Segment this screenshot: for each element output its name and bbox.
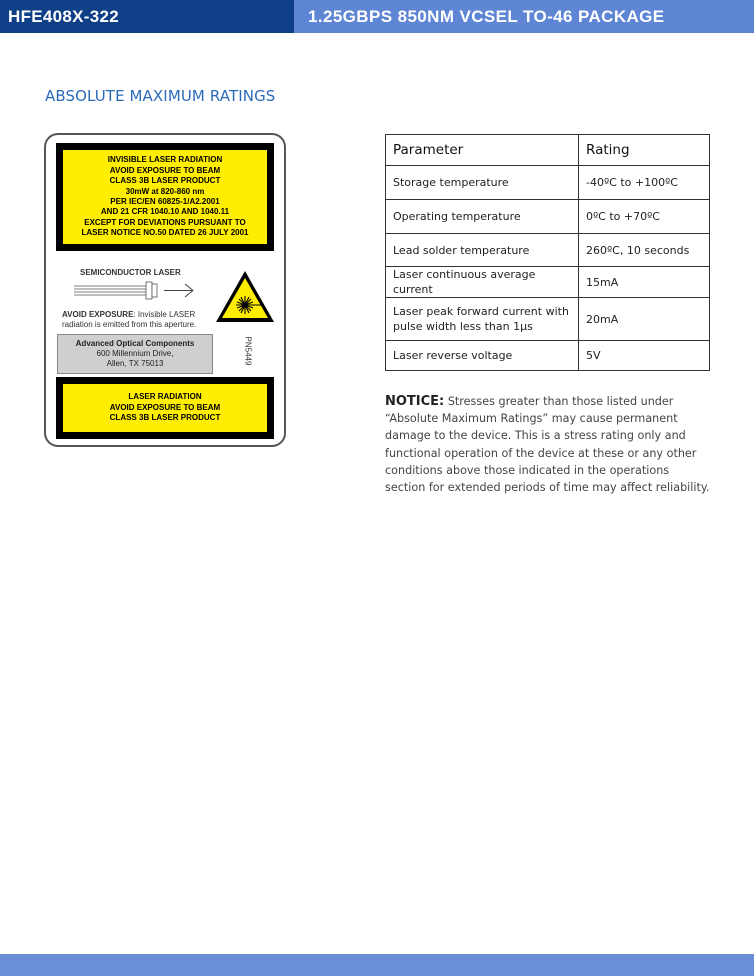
bottom-warning-box	[56, 377, 274, 439]
address-city: Allen, TX 75013	[106, 359, 164, 368]
table-row	[386, 341, 710, 371]
warning-line: PER IEC/EN 60825-1/A2.2001	[110, 197, 220, 206]
rating-cell: 5V	[579, 341, 710, 371]
notice-paragraph	[385, 393, 710, 496]
table-row	[386, 298, 710, 341]
laser-warning-label	[44, 133, 286, 447]
warning-line: EXCEPT FOR DEVIATIONS PURSUANT TO	[84, 217, 246, 227]
parameter-cell: Laser peak forward current with pulse width less than 1µs	[386, 298, 579, 341]
warning-line: INVISIBLE LASER RADIATION	[107, 155, 223, 165]
warning-line: LASER NOTICE NO.50 DATED 26 JULY 2001	[81, 228, 249, 238]
laser-diode-drawing	[74, 278, 199, 304]
table-row	[386, 200, 710, 234]
warning-line: AND 21 CFR 1040.10 AND 1040.11	[100, 207, 230, 217]
rating-cell: 0ºC to +70ºC	[579, 200, 710, 234]
table-row	[386, 166, 710, 200]
column-header-parameter: Parameter	[386, 135, 579, 166]
table-header-row	[386, 135, 710, 166]
part-code-text: PN5449	[243, 336, 253, 366]
column-header-rating: Rating	[579, 135, 710, 166]
manufacturer-address	[57, 334, 213, 374]
company-name: Advanced Optical Components	[75, 339, 195, 348]
avoid-exposure-note	[62, 310, 212, 330]
part-code	[242, 331, 254, 371]
warning-line: AVOID EXPOSURE TO BEAM	[109, 165, 221, 175]
semiconductor-laser-label: SEMICONDUCTOR LASER	[80, 268, 181, 277]
parameter-cell: Laser continuous average current	[386, 267, 579, 298]
table-row	[386, 234, 710, 267]
rating-cell: 20mA	[579, 298, 710, 341]
warning-line: CLASS 3B LASER PRODUCT	[109, 413, 221, 423]
parameter-cell: Lead solder temperature	[386, 234, 579, 267]
table-row	[386, 267, 710, 298]
address-street: 600 Millennium Drive,	[96, 349, 174, 358]
bottom-warning-inner	[62, 383, 268, 433]
top-warning-inner	[62, 149, 268, 245]
part-number: HFE408X-322	[0, 0, 294, 33]
parameter-cell: Laser reverse voltage	[386, 341, 579, 371]
laser-hazard-icon	[214, 269, 276, 325]
notice-lead: NOTICE:	[385, 394, 445, 409]
section-title: ABSOLUTE MAXIMUM RATINGS	[45, 87, 276, 105]
product-title: 1.25GBPS 850NM VCSEL TO-46 PACKAGE	[294, 0, 754, 33]
page-header	[0, 0, 754, 33]
parameter-cell: Storage temperature	[386, 166, 579, 200]
warning-line: CLASS 3B LASER PRODUCT	[109, 176, 221, 186]
warning-line: 30mW at 820-860 nm	[125, 186, 205, 196]
notice-text: Stresses greater than those listed under “Absolute Maximum Ratings” may cause permanent damage to the device. This is a stress rating only and functional operation of the device at these or any other conditions above those indicated in the operations section for extended periods of time may affect reliability.	[385, 395, 710, 495]
avoid-exposure-text: : Invisible LASER radiation is emitted from this aperture.	[62, 310, 197, 329]
warning-line: LASER RADIATION	[128, 392, 202, 402]
parameter-cell: Operating temperature	[386, 200, 579, 234]
rating-cell: 15mA	[579, 267, 710, 298]
ratings-table	[385, 134, 710, 371]
warning-line: AVOID EXPOSURE TO BEAM	[109, 402, 221, 412]
rating-cell: 260ºC, 10 seconds	[579, 234, 710, 267]
top-warning-box	[56, 143, 274, 251]
rating-cell: -40ºC to +100ºC	[579, 166, 710, 200]
avoid-exposure-heading: AVOID EXPOSURE	[62, 310, 134, 319]
page-footer-bar	[0, 954, 754, 976]
